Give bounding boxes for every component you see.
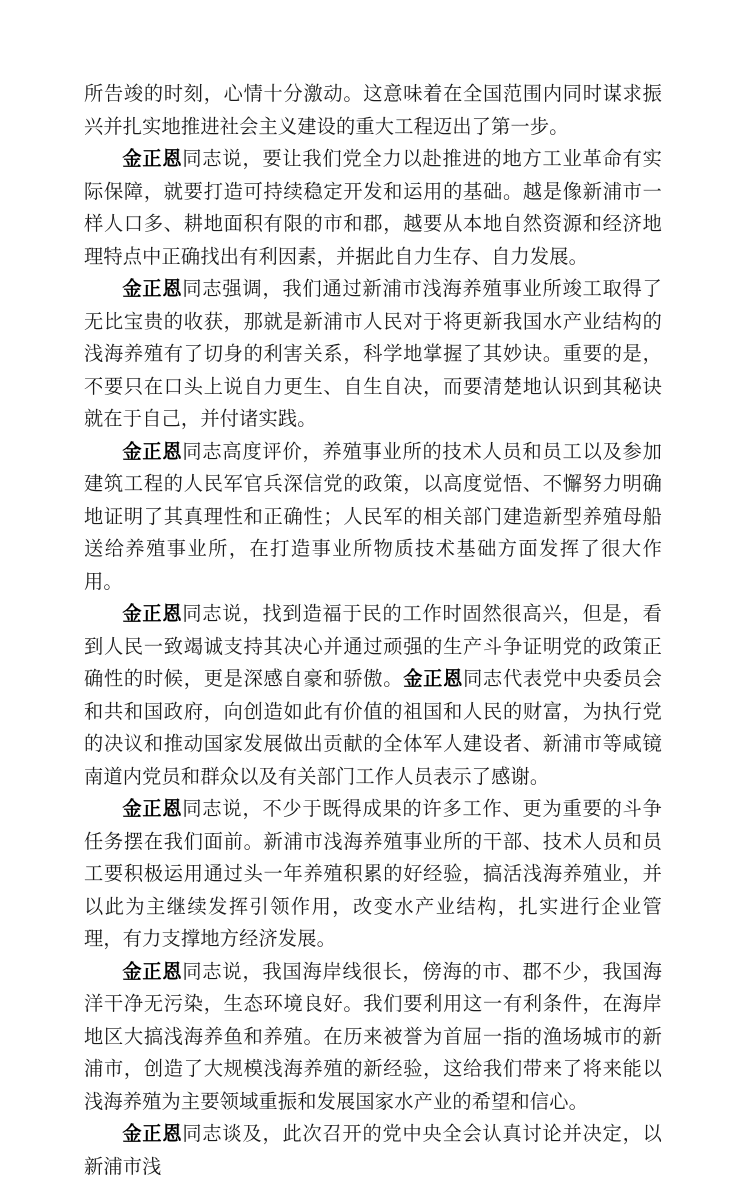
- leader-name: 金正恩: [122, 1122, 183, 1145]
- leader-name: 金正恩: [122, 277, 183, 300]
- paragraph-text: 同志说，我国海岸线很长，傍海的市、郡不少，我国海洋干净无污染，生态环境良好。我们要利用这一有利条件，在海岸地区大搞浅海养鱼和养殖。在历来被誉为首屈一指的渔场城市的新浦市，创造了大规模浅海养殖的新经验，这给我们带来了将来能以浅海养殖为主要领域重振和发展国家水产业的希望和信心。: [84, 959, 662, 1113]
- paragraph-7: [84, 956, 662, 1119]
- leader-name: 金正恩: [403, 667, 464, 690]
- leader-name: 金正恩: [122, 439, 183, 463]
- paragraph-8: [84, 1118, 662, 1183]
- paragraph-text: 所告竣的时刻，心情十分激动。这意味着在全国范围内同时谋求振兴并扎实地推进社会主义建设的重大工程迈出了第一步。: [84, 82, 662, 138]
- leader-name: 金正恩: [122, 147, 183, 170]
- paragraph-text: 同志高度评价，养殖事业所的技术人员和员工以及参加建筑工程的人民军官兵深信党的政策，以高度觉悟、不懈努力明确地证明了其真理性和正确性；人民军的相关部门建造新型养殖母船送给养殖事业所，在打造事业所物质技术基础方面发挥了很大作用。: [84, 439, 662, 593]
- paragraph-text: 同志强调，我们通过新浦市浅海养殖事业所竣工取得了无比宝贵的收获，那就是新浦市人民对于将更新我国水产业结构的浅海养殖有了切身的利害关系，科学地掌握了其妙诀。重要的是，不要只在口头上说自力更生、自生自决，而要清楚地认识到其秘诀就在于自己，并付诸实践。: [84, 277, 662, 430]
- leader-name: 金正恩: [122, 602, 183, 625]
- leader-name: 金正恩: [122, 797, 183, 820]
- paragraph-text: 同志代表党中央委员会和共和国政府，向创造如此有价值的祖国和人民的财富，为执行党的决议和推动国家发展做出贡献的全体军人建设者、新浦市等咸镜南道内党员和群众以及有关部门工作人员表示了感谢。: [84, 667, 662, 788]
- paragraph-text: 同志说，要让我们党全力以赴推进的地方工业革命有实际保障，就要打造可持续稳定开发和运用的基础。越是像新浦市一样人口多、耕地面积有限的市和郡，越要从本地自然资源和经济地理特点中正确找出有利因素，并据此自力生存、自力发展。: [84, 147, 662, 268]
- paragraph-3: [84, 273, 662, 436]
- paragraph-text: 同志说，不少于既得成果的许多工作、更为重要的斗争任务摆在我们面前。新浦市浅海养殖事业所的干部、技术人员和员工要积极运用通过头一年养殖积累的好经验，搞活浅海养殖业，并以此为主继续发挥引领作用，改变水产业结构，扎实进行企业管理，有力支撑地方经济发展。: [84, 797, 662, 950]
- paragraph-5: [84, 598, 662, 793]
- paragraph-text: 同志谈及，此次召开的党中央全会认真讨论并决定，以新浦市浅: [84, 1122, 662, 1178]
- leader-name: 金正恩: [122, 959, 183, 983]
- paragraph-text: 同志说，找到造福于民的工作时固然很高兴，但是，看到人民一致竭诚支持其决心并通过顽强的生产斗争证明党的政策正确性的时候，更是深感自豪和骄傲。: [84, 602, 662, 690]
- article-body: [84, 78, 662, 1183]
- paragraph-6: [84, 793, 662, 956]
- paragraph-4: [84, 436, 662, 599]
- paragraph-2: [84, 143, 662, 273]
- paragraph-1: [84, 78, 662, 143]
